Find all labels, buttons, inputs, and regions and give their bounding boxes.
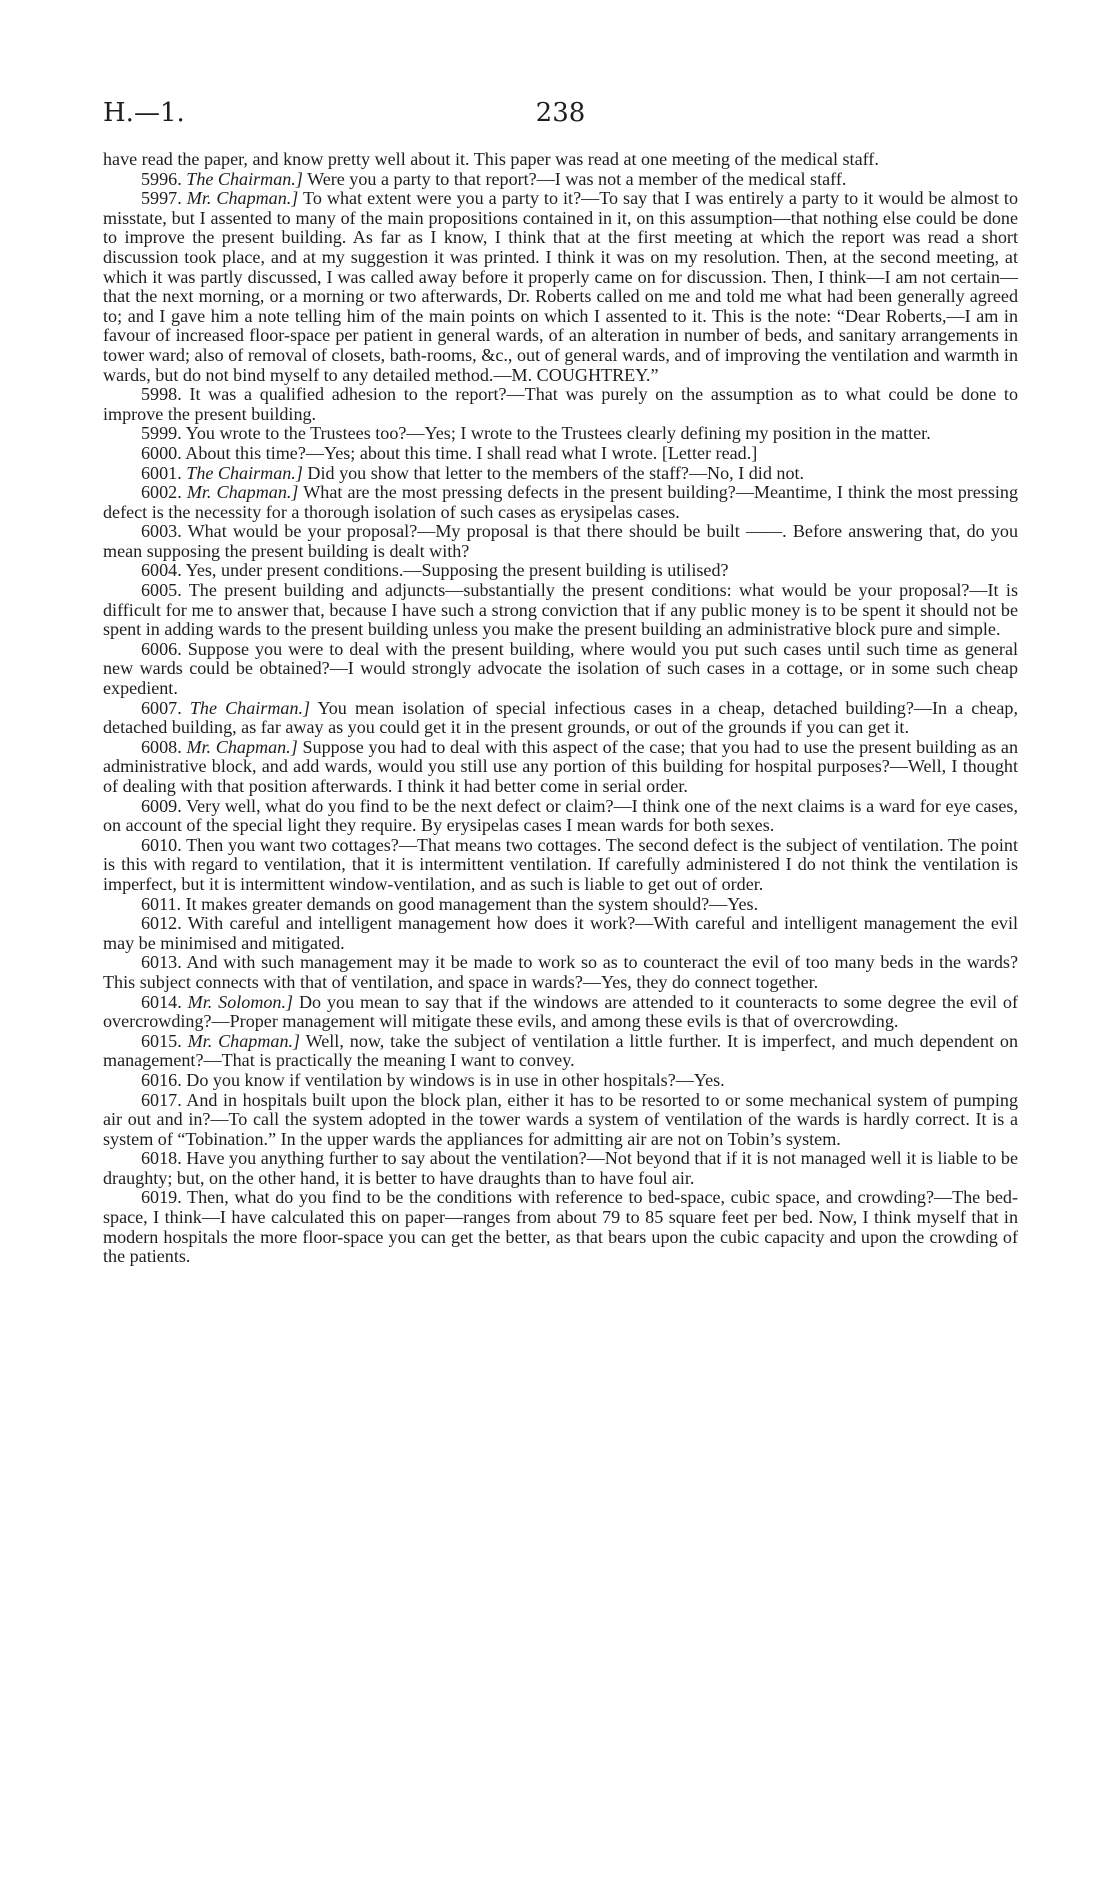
paragraph-text: And with such management may it be made to work so as to counteract the evil of too many beds in the wards? This subject connects with that of ventilation, and space in wards?—Yes, they do connect together. <box>103 952 1019 992</box>
question-number: 6009. <box>141 795 182 816</box>
paragraph-text: The present building and adjuncts—substantially the present conditions: what would be your proposal?—It is difficult for me to answer that, because I have such a strong conviction that if any public money is to be spent it should not be spent in adding wards to the present building unless you make the present building an administrative block pure and simple. <box>103 580 1018 640</box>
question-number: 5999. <box>141 423 182 444</box>
question-number: 6014. <box>141 991 182 1012</box>
paragraph-text: have read the paper, and know pretty well about it. This paper was read at one meeting of the medical staff. <box>103 149 879 169</box>
paragraph-text: Yes, under present conditions.—Supposing the present building is utilised? <box>185 560 729 581</box>
testimony-paragraph <box>103 895 1018 915</box>
question-number: 6011. <box>141 893 182 914</box>
testimony-paragraph <box>103 444 1018 464</box>
question-number: 6002. <box>141 482 182 503</box>
sheet-reference: H.—1. <box>103 98 185 128</box>
question-number: 6001. <box>141 462 182 483</box>
testimony-paragraph <box>103 561 1018 581</box>
question-number: 6003. <box>141 521 182 542</box>
paragraph-text: Then, what do you find to be the conditions with reference to bed-space, cubic space, and crowding?—The bed-space, I think—I have calculated this on paper—ranges from about 79 to 85 square feet per bed. Now, I think myself that in modern hospitals the more floor-space you can get the better, as that bears upon the cubic capacity and upon the crowding of the patients. <box>103 1187 1019 1267</box>
question-number: 6010. <box>141 834 182 855</box>
testimony-paragraph <box>103 483 1018 522</box>
testimony-paragraph <box>103 797 1018 836</box>
testimony-paragraph <box>103 1149 1018 1188</box>
testimony-paragraph <box>103 993 1018 1032</box>
question-number: 6017. <box>141 1089 182 1110</box>
question-number: 6012. <box>141 913 182 934</box>
testimony-paragraph <box>103 914 1018 953</box>
speaker-name: Mr. Chapman.] <box>186 188 299 209</box>
testimony-paragraph <box>103 1071 1018 1091</box>
paragraph-text: Did you show that letter to the members of the staff?—No, I did not. <box>302 462 805 483</box>
speaker-name: Mr. Chapman.] <box>186 736 298 757</box>
paragraph-text: About this time?—Yes; about this time. I shall read what I wrote. [Letter read.] <box>185 442 758 463</box>
paragraph-text: It was a qualified adhesion to the report?—That was purely on the assumption as to what could be done to improve the present building. <box>103 384 1018 424</box>
question-number: 6006. <box>141 638 182 659</box>
paragraph-text: Then you want two cottages?—That means two cottages. The second defect is the subject of ventilation. The point is this with regard to ventilation, that it is intermittent ventilation. If carefully administered I do not think the ventilation is imperfect, but it is intermittent window-ventilation, and as such is liable to get out of order. <box>103 834 1018 894</box>
paragraph-text: Have you anything further to say about the ventilation?—Not beyond that if it is not managed well it is liable to be draughty; but, on the other hand, it is better to have draughts than to have foul air. <box>103 1148 1018 1188</box>
testimony-paragraph <box>103 738 1018 797</box>
question-number: 6007. <box>141 697 182 718</box>
question-number: 6004. <box>141 560 182 581</box>
paragraph-text: Do you know if ventilation by windows is in use in other hospitals?—Yes. <box>186 1069 725 1090</box>
paragraph-text: You mean isolation of special infectious cases in a cheap, detached building?—In a cheap, detached building, as far away as you could get it in the present grounds, or out of the grounds if you can get it. <box>103 697 1019 738</box>
paragraph-text: Do you mean to say that if the windows are attended to it counteracts to some degree the evil of overcrowding?—Proper management will mitigate these evils, and among these evils is that of overcrowding. <box>103 991 1018 1032</box>
testimony-paragraph <box>103 522 1018 561</box>
question-number: 6019. <box>141 1187 182 1208</box>
testimony-paragraph <box>103 1188 1018 1266</box>
question-number: 5996. <box>141 168 182 189</box>
testimony-paragraph <box>103 150 1018 170</box>
question-number: 6015. <box>141 1030 182 1051</box>
paragraph-text: Were you a party to that report?—I was not a member of the medical staff. <box>302 168 847 189</box>
question-number: 6008. <box>141 736 182 757</box>
document-body <box>103 150 1018 1267</box>
testimony-paragraph <box>103 699 1018 738</box>
paragraph-text: You wrote to the Trustees too?—Yes; I wrote to the Trustees clearly defining my position in the matter. <box>185 423 931 444</box>
speaker-name: The Chairman.] <box>186 168 303 189</box>
paragraph-text: What would be your proposal?—My proposal is that there should be built ——. Before answering that, do you mean supposing the present building is dealt with? <box>103 521 1018 561</box>
paragraph-text: To what extent were you a party to it?—To say that I was entirely a party to it would be almost to misstate, but I assented to many of the main propositions contained in it, on this assumption—that nothing else could be done to improve the present building. As far as I know, I think that at the first meeting at which the report was read a short discussion took place, and at my suggestion it was printed. I think it was on my resolution. Then, at the second meeting, at which it was partly discussed, I was called away before it properly came on for discussion. Then, I think—I am not certain—that the next morning, or a morning or two afterwards, Dr. Roberts called on me and told me what had been generally agreed to; and I gave him a note telling him of the main points on which I assented to it. This is the note: “Dear Roberts,—I am in favour of increased floor-space per patient in general wards, of an alteration in number of beds, and sanitary arrangements in tower ward; also of removal of closets, bath-rooms, &c., out of general wards, and of improving the ventilation and warmth in wards, but do not bind myself to any detailed method.—M. COUGHTREY.” <box>103 188 1018 385</box>
question-number: 5997. <box>141 188 182 209</box>
testimony-paragraph <box>103 1091 1018 1150</box>
testimony-paragraph <box>103 189 1018 385</box>
speaker-name: Mr. Chapman.] <box>186 482 299 503</box>
question-number: 6016. <box>141 1069 182 1090</box>
testimony-paragraph <box>103 581 1018 640</box>
testimony-paragraph <box>103 1032 1018 1071</box>
paragraph-text: Very well, what do you find to be the next defect or claim?—I think one of the next claims is a ward for eye cases, on account of the special light they require. By erysipelas cases I mean wards for both sexes. <box>103 795 1018 836</box>
testimony-paragraph <box>103 385 1018 424</box>
testimony-paragraph <box>103 953 1018 992</box>
page-header <box>103 98 1018 150</box>
paragraph-text: It makes greater demands on good management than the system should?—Yes. <box>185 893 759 914</box>
speaker-name: Mr. Chapman.] <box>187 1030 301 1051</box>
testimony-paragraph <box>103 464 1018 484</box>
question-number: 6000. <box>141 442 182 463</box>
paragraph-text: Well, now, take the subject of ventilation a little further. It is imperfect, and much dependent on management?—That is practically the meaning I want to convey. <box>103 1030 1019 1071</box>
paragraph-text: Suppose you were to deal with the present building, where would you put such cases until such time as general new wards could be obtained?—I would strongly advocate the isolation of such cases in a cottage, or in some such cheap expedient. <box>103 638 1018 699</box>
page-number: 238 <box>535 98 586 128</box>
question-number: 6013. <box>141 952 182 973</box>
testimony-paragraph <box>103 170 1018 190</box>
testimony-paragraph <box>103 640 1018 699</box>
paragraph-text: And in hospitals built upon the block plan, either it has to be resorted to or some mechanical system of pumping air out and in?—To call the system adopted in the tower wards a system of ventilation of the wards is hardly correct. It is a system of “Tobination.” In the upper wards the appliances for admitting air are not on Tobin’s system. <box>103 1089 1018 1149</box>
question-number: 6005. <box>141 580 182 601</box>
speaker-name: The Chairman.] <box>186 462 303 483</box>
speaker-name: Mr. Solomon.] <box>187 991 294 1012</box>
speaker-name: The Chairman.] <box>189 697 311 718</box>
question-number: 5998. <box>141 384 182 405</box>
question-number: 6018. <box>141 1148 182 1169</box>
testimony-paragraph <box>103 424 1018 444</box>
testimony-paragraph <box>103 836 1018 895</box>
paragraph-text: Suppose you had to deal with this aspect of the case; that you had to use the present building as an administrative block, and add wards, would you still use any portion of this building for hospital purposes?—Well, I thought of dealing with that position afterwards. I think it had better come in serial order. <box>103 736 1018 796</box>
paragraph-text: What are the most pressing defects in the present building?—Meantime, I think the most pressing defect is the necessity for a thorough isolation of such cases as erysipelas cases. <box>103 482 1019 522</box>
paragraph-text: With careful and intelligent management how does it work?—With careful and intelligent management the evil may be minimised and mitigated. <box>103 913 1018 953</box>
